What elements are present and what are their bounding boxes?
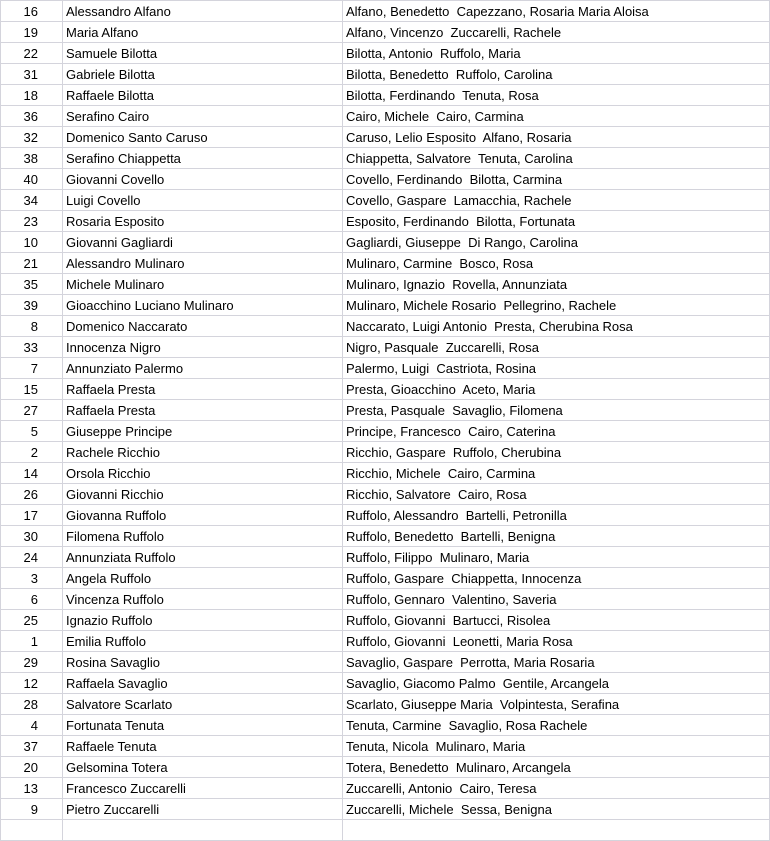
parents-cell[interactable]: Bilotta, Ferdinando Tenuta, Rosa xyxy=(343,85,770,106)
id-cell[interactable]: 12 xyxy=(1,673,63,694)
parents-cell[interactable]: Naccarato, Luigi Antonio Presta, Cherubina Rosa xyxy=(343,316,770,337)
name-cell[interactable]: Maria Alfano xyxy=(63,22,343,43)
id-cell[interactable]: 7 xyxy=(1,358,63,379)
parents-cell[interactable]: Tenuta, Carmine Savaglio, Rosa Rachele xyxy=(343,715,770,736)
parents-cell[interactable]: Ruffolo, Filippo Mulinaro, Maria xyxy=(343,547,770,568)
parents-cell[interactable]: Ruffolo, Giovanni Bartucci, Risolea xyxy=(343,610,770,631)
name-cell[interactable]: Raffaele Bilotta xyxy=(63,85,343,106)
name-cell[interactable]: Annunziato Palermo xyxy=(63,358,343,379)
parents-cell[interactable]: Gagliardi, Giuseppe Di Rango, Carolina xyxy=(343,232,770,253)
table-row xyxy=(1,631,770,652)
name-cell[interactable]: Rosina Savaglio xyxy=(63,652,343,673)
name-cell[interactable]: Vincenza Ruffolo xyxy=(63,589,343,610)
table-row xyxy=(1,148,770,169)
id-cell[interactable]: 32 xyxy=(1,127,63,148)
id-cell[interactable]: 29 xyxy=(1,652,63,673)
name-cell[interactable]: Samuele Bilotta xyxy=(63,43,343,64)
parents-cell[interactable]: Bilotta, Antonio Ruffolo, Maria xyxy=(343,43,770,64)
id-cell[interactable]: 30 xyxy=(1,526,63,547)
name-cell[interactable]: Raffaela Presta xyxy=(63,379,343,400)
parents-cell[interactable]: Nigro, Pasquale Zuccarelli, Rosa xyxy=(343,337,770,358)
id-cell[interactable]: 40 xyxy=(1,169,63,190)
name-cell[interactable]: Salvatore Scarlato xyxy=(63,694,343,715)
table-row xyxy=(1,463,770,484)
name-cell[interactable]: Emilia Ruffolo xyxy=(63,631,343,652)
parents-cell[interactable]: Alfano, Vincenzo Zuccarelli, Rachele xyxy=(343,22,770,43)
name-cell[interactable]: Giovanni Gagliardi xyxy=(63,232,343,253)
table-row xyxy=(1,400,770,421)
id-cell[interactable]: 18 xyxy=(1,85,63,106)
name-cell[interactable]: Filomena Ruffolo xyxy=(63,526,343,547)
table-row xyxy=(1,106,770,127)
parents-cell[interactable]: Mulinaro, Carmine Bosco, Rosa xyxy=(343,253,770,274)
parents-cell[interactable]: Zuccarelli, Antonio Cairo, Teresa xyxy=(343,778,770,799)
name-cell[interactable]: Raffaela Presta xyxy=(63,400,343,421)
id-cell[interactable]: 26 xyxy=(1,484,63,505)
table-row xyxy=(1,820,770,841)
table-row xyxy=(1,190,770,211)
table-row xyxy=(1,673,770,694)
table-row xyxy=(1,316,770,337)
id-cell[interactable]: 10 xyxy=(1,232,63,253)
parents-cell[interactable]: Ricchio, Gaspare Ruffolo, Cherubina xyxy=(343,442,770,463)
table-row xyxy=(1,799,770,820)
id-cell[interactable]: 38 xyxy=(1,148,63,169)
parents-cell[interactable]: Scarlato, Giuseppe Maria Volpintesta, Serafina xyxy=(343,694,770,715)
name-cell[interactable]: Fortunata Tenuta xyxy=(63,715,343,736)
parents-cell[interactable]: Caruso, Lelio Esposito Alfano, Rosaria xyxy=(343,127,770,148)
table-row xyxy=(1,442,770,463)
name-cell[interactable]: Michele Mulinaro xyxy=(63,274,343,295)
id-cell[interactable]: 3 xyxy=(1,568,63,589)
table-row xyxy=(1,274,770,295)
parents-cell[interactable]: Savaglio, Giacomo Palmo Gentile, Arcangela xyxy=(343,673,770,694)
name-cell[interactable]: Raffaela Savaglio xyxy=(63,673,343,694)
id-cell[interactable]: 28 xyxy=(1,694,63,715)
id-cell[interactable]: 5 xyxy=(1,421,63,442)
id-cell[interactable]: 19 xyxy=(1,22,63,43)
id-cell[interactable]: 31 xyxy=(1,64,63,85)
parents-cell[interactable]: Ruffolo, Alessandro Bartelli, Petronilla xyxy=(343,505,770,526)
name-cell[interactable]: Ignazio Ruffolo xyxy=(63,610,343,631)
table-row xyxy=(1,715,770,736)
table-row xyxy=(1,589,770,610)
table-row xyxy=(1,64,770,85)
table-row xyxy=(1,526,770,547)
name-cell[interactable]: Gelsomina Totera xyxy=(63,757,343,778)
table-row xyxy=(1,85,770,106)
parents-cell[interactable]: Mulinaro, Michele Rosario Pellegrino, Rachele xyxy=(343,295,770,316)
table-row xyxy=(1,232,770,253)
id-cell[interactable]: 34 xyxy=(1,190,63,211)
id-cell[interactable]: 23 xyxy=(1,211,63,232)
name-cell[interactable]: Alessandro Mulinaro xyxy=(63,253,343,274)
name-cell[interactable]: Domenico Santo Caruso xyxy=(63,127,343,148)
id-cell[interactable]: 4 xyxy=(1,715,63,736)
name-cell[interactable]: Rosaria Esposito xyxy=(63,211,343,232)
id-cell[interactable]: 21 xyxy=(1,253,63,274)
id-cell[interactable]: 16 xyxy=(1,1,63,22)
id-cell[interactable]: 33 xyxy=(1,337,63,358)
id-cell[interactable]: 25 xyxy=(1,610,63,631)
table-body xyxy=(1,1,770,841)
id-cell[interactable]: 36 xyxy=(1,106,63,127)
name-cell[interactable]: Annunziata Ruffolo xyxy=(63,547,343,568)
id-cell[interactable]: 6 xyxy=(1,589,63,610)
name-cell[interactable] xyxy=(63,820,343,841)
name-cell[interactable]: Serafino Cairo xyxy=(63,106,343,127)
id-cell[interactable]: 39 xyxy=(1,295,63,316)
parents-cell[interactable]: Palermo, Luigi Castriota, Rosina xyxy=(343,358,770,379)
parents-cell[interactable]: Ricchio, Michele Cairo, Carmina xyxy=(343,463,770,484)
table-row xyxy=(1,484,770,505)
id-cell[interactable]: 27 xyxy=(1,400,63,421)
parents-cell[interactable]: Totera, Benedetto Mulinaro, Arcangela xyxy=(343,757,770,778)
table-row xyxy=(1,295,770,316)
parents-cell[interactable]: Ruffolo, Gennaro Valentino, Saveria xyxy=(343,589,770,610)
parents-cell[interactable]: Bilotta, Benedetto Ruffolo, Carolina xyxy=(343,64,770,85)
table-row xyxy=(1,127,770,148)
id-cell[interactable]: 37 xyxy=(1,736,63,757)
name-cell[interactable]: Rachele Ricchio xyxy=(63,442,343,463)
parents-cell[interactable]: Zuccarelli, Michele Sessa, Benigna xyxy=(343,799,770,820)
name-cell[interactable]: Angela Ruffolo xyxy=(63,568,343,589)
parents-cell[interactable]: Chiappetta, Salvatore Tenuta, Carolina xyxy=(343,148,770,169)
name-cell[interactable]: Serafino Chiappetta xyxy=(63,148,343,169)
table-row xyxy=(1,22,770,43)
parents-cell[interactable]: Principe, Francesco Cairo, Caterina xyxy=(343,421,770,442)
id-cell[interactable]: 15 xyxy=(1,379,63,400)
name-cell[interactable]: Gabriele Bilotta xyxy=(63,64,343,85)
table-row xyxy=(1,547,770,568)
name-cell[interactable]: Pietro Zuccarelli xyxy=(63,799,343,820)
parents-cell[interactable]: Tenuta, Nicola Mulinaro, Maria xyxy=(343,736,770,757)
table-row xyxy=(1,778,770,799)
id-cell[interactable]: 9 xyxy=(1,799,63,820)
name-cell[interactable]: Giovanni Ricchio xyxy=(63,484,343,505)
name-cell[interactable]: Innocenza Nigro xyxy=(63,337,343,358)
name-cell[interactable]: Raffaele Tenuta xyxy=(63,736,343,757)
table-row xyxy=(1,610,770,631)
table-row xyxy=(1,211,770,232)
name-cell[interactable]: Alessandro Alfano xyxy=(63,1,343,22)
id-cell[interactable]: 24 xyxy=(1,547,63,568)
table-row xyxy=(1,358,770,379)
table-row xyxy=(1,43,770,64)
table-row xyxy=(1,694,770,715)
name-cell[interactable]: Giovanna Ruffolo xyxy=(63,505,343,526)
id-cell[interactable]: 17 xyxy=(1,505,63,526)
table-row xyxy=(1,379,770,400)
parents-cell[interactable]: Ruffolo, Gaspare Chiappetta, Innocenza xyxy=(343,568,770,589)
table-row xyxy=(1,652,770,673)
parents-cell[interactable]: Covello, Ferdinando Bilotta, Carmina xyxy=(343,169,770,190)
name-cell[interactable]: Gioacchino Luciano Mulinaro xyxy=(63,295,343,316)
name-cell[interactable]: Orsola Ricchio xyxy=(63,463,343,484)
parents-cell[interactable]: Ruffolo, Giovanni Leonetti, Maria Rosa xyxy=(343,631,770,652)
name-cell[interactable]: Luigi Covello xyxy=(63,190,343,211)
id-cell[interactable]: 1 xyxy=(1,631,63,652)
parents-cell[interactable]: Presta, Pasquale Savaglio, Filomena xyxy=(343,400,770,421)
parents-cell[interactable]: Savaglio, Gaspare Perrotta, Maria Rosaria xyxy=(343,652,770,673)
parents-cell[interactable]: Mulinaro, Ignazio Rovella, Annunziata xyxy=(343,274,770,295)
table-row xyxy=(1,736,770,757)
id-cell[interactable] xyxy=(1,820,63,841)
table-row xyxy=(1,421,770,442)
name-cell[interactable]: Giovanni Covello xyxy=(63,169,343,190)
parents-cell[interactable]: Alfano, Benedetto Capezzano, Rosaria Maria Aloisa xyxy=(343,1,770,22)
id-cell[interactable]: 35 xyxy=(1,274,63,295)
parents-cell[interactable]: Cairo, Michele Cairo, Carmina xyxy=(343,106,770,127)
parents-cell[interactable] xyxy=(343,820,770,841)
parents-cell[interactable]: Ruffolo, Benedetto Bartelli, Benigna xyxy=(343,526,770,547)
id-cell[interactable]: 8 xyxy=(1,316,63,337)
table-row xyxy=(1,337,770,358)
parents-cell[interactable]: Ricchio, Salvatore Cairo, Rosa xyxy=(343,484,770,505)
name-cell[interactable]: Domenico Naccarato xyxy=(63,316,343,337)
table-row xyxy=(1,1,770,22)
table-row xyxy=(1,757,770,778)
table-row xyxy=(1,169,770,190)
id-cell[interactable]: 13 xyxy=(1,778,63,799)
table-row xyxy=(1,253,770,274)
id-cell[interactable]: 14 xyxy=(1,463,63,484)
id-cell[interactable]: 22 xyxy=(1,43,63,64)
table-row xyxy=(1,505,770,526)
name-cell[interactable]: Giuseppe Principe xyxy=(63,421,343,442)
name-cell[interactable]: Francesco Zuccarelli xyxy=(63,778,343,799)
parents-cell[interactable]: Esposito, Ferdinando Bilotta, Fortunata xyxy=(343,211,770,232)
parents-cell[interactable]: Covello, Gaspare Lamacchia, Rachele xyxy=(343,190,770,211)
parents-cell[interactable]: Presta, Gioacchino Aceto, Maria xyxy=(343,379,770,400)
id-cell[interactable]: 2 xyxy=(1,442,63,463)
table-row xyxy=(1,568,770,589)
id-cell[interactable]: 20 xyxy=(1,757,63,778)
